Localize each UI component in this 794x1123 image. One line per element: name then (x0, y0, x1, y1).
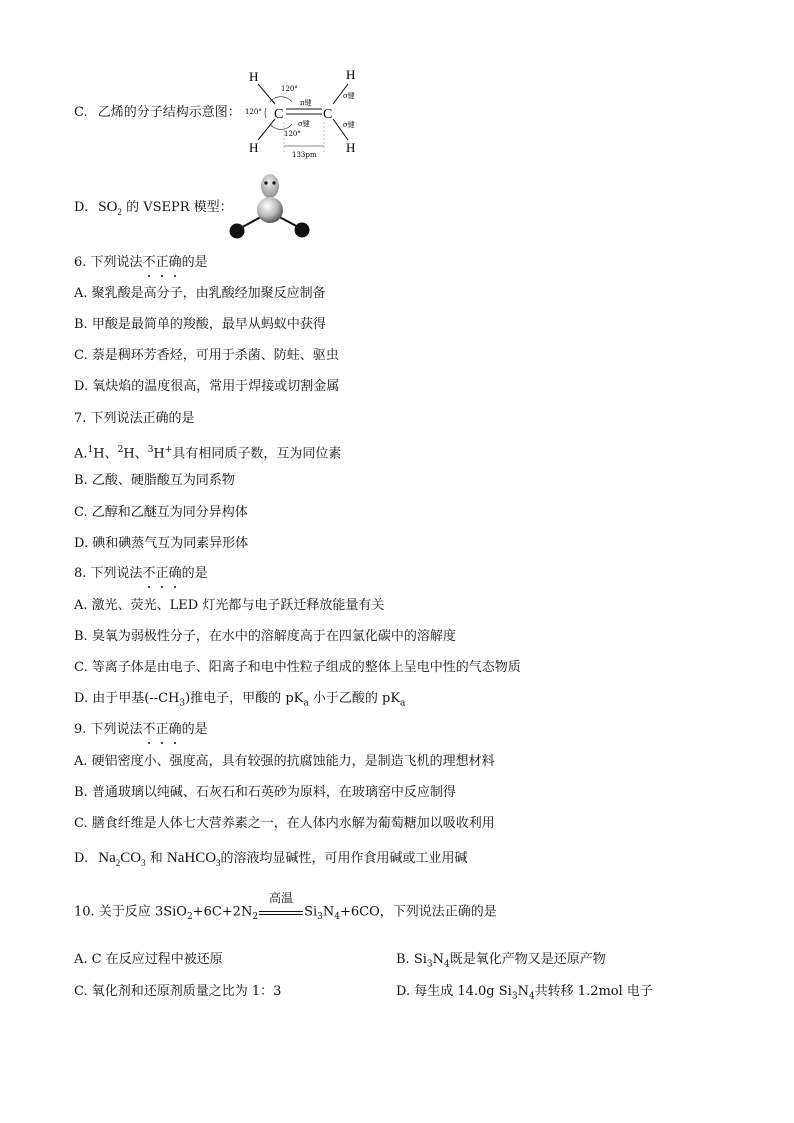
h-atom-bottom-left: H (249, 140, 259, 155)
equals-bar-1 (259, 911, 303, 912)
q9-emphasis-1: 不 (142, 722, 156, 737)
option-c-label: C. (74, 105, 88, 120)
q8-emphasis-2: 正 (155, 566, 169, 581)
q7-option-a (74, 441, 341, 463)
option-c-line (74, 104, 241, 122)
angle-arc-top (270, 97, 292, 102)
q8-emphasis-3: 确 (168, 566, 182, 581)
q9-stem-pre: 9. 下列说法 (74, 722, 143, 737)
q10-d-text: 共转移 1.2mol 电子 (534, 984, 653, 999)
angle-label-bottom: 120° (284, 130, 301, 138)
q10-d-sub-1: 3 (511, 991, 518, 1002)
q10-sub-3: 3 (317, 912, 323, 923)
option-d-label: D. (74, 200, 89, 215)
q10-d-t1: N (517, 984, 529, 999)
sigma-bond-label-cc: σ键 (298, 120, 310, 128)
nahco3-part: NaHCO (166, 850, 217, 866)
q8-option-a: A. 激光、荧光、LED 灯光都与电子跃迁释放能量有关 (74, 598, 385, 613)
so2-formula-main: SO (98, 199, 118, 215)
q10-d-sub-2: 4 (528, 991, 535, 1002)
q8-emphasis-1: 不 (142, 566, 156, 581)
na2co3-sub-2: 3 (141, 858, 146, 868)
q10-b-sub-1: 3 (426, 959, 433, 970)
q10-option-d (396, 983, 653, 1006)
pi-bond-label: π键 (300, 99, 312, 107)
q10-t1: +6C+2N (192, 904, 253, 920)
c-atom-left: C (274, 107, 284, 122)
q6-option-a: A. 聚乳酸是高分子，由乳酸经加聚反应制备 (74, 286, 326, 301)
q10-d-pre: D. 每生成 14.0g Si (396, 984, 512, 999)
q7-a-mass-3: 3 (147, 445, 154, 455)
q8-d-pre: D. 由于甲基(--CH (74, 691, 180, 706)
q6-option-b: B. 甲酸是最简单的羧酸，最早从蚂蚁中获得 (74, 317, 326, 332)
option-c-text: 乙烯的分子结构示意图： (97, 105, 241, 120)
oxygen-atom-left (230, 224, 245, 239)
q8-d-sub-1: 3 (179, 698, 186, 709)
q10-stem-pre: 10. 关于反应 3SiO (74, 904, 187, 920)
h-atom-bottom-right: H (346, 140, 356, 155)
q6-stem (74, 254, 208, 272)
c-atom-right: C (323, 107, 333, 122)
q10-b-t1: N (432, 952, 444, 967)
oxygen-atom-right (295, 223, 310, 238)
distance-label: 133pm (292, 151, 317, 159)
q8-d-mid-2: 小于乙酸的 pK (308, 691, 401, 706)
na2co3-sub-1: 2 (115, 858, 121, 868)
q7-a-mass-2: 2 (117, 445, 124, 455)
lone-pair-lobe (261, 174, 279, 198)
lone-pair-electron-2 (272, 181, 275, 184)
q10-t2: Si (304, 904, 318, 920)
q8-d-mid: )推电子，甲酸的 pK (185, 691, 304, 706)
bond-ch-1 (258, 84, 275, 104)
h-atom-top-right: H (346, 67, 356, 82)
q6-emphasis-3: 确 (168, 255, 182, 270)
q9-stem (74, 721, 208, 739)
q9-d-and: 和 (149, 851, 163, 866)
q10-sub-1: 2 (186, 912, 193, 923)
q10-t4: +6CO，下列说法正确的是 (339, 904, 497, 920)
q8-stem-post: 的是 (181, 566, 208, 581)
q6-option-d: D. 氧炔焰的温度很高，常用于焊接或切割金属 (74, 379, 340, 394)
so2-vsepr-model (226, 172, 316, 242)
q6-stem-pre: 6. 下列说法 (74, 255, 143, 270)
q10-b-sub-2: 4 (444, 959, 450, 970)
q10-b-text: 既是氧化产物又是还原产物 (449, 952, 606, 967)
so2-formula-sub: 2 (117, 207, 122, 217)
q6-stem-post: 的是 (181, 255, 208, 270)
q7-option-c: C. 乙醇和乙醚互为同分异构体 (74, 505, 248, 520)
q8-stem-pre: 8. 下列说法 (74, 566, 143, 581)
q9-emphasis-3: 确 (168, 722, 182, 737)
q7-a-sym-2: H、 (123, 446, 148, 462)
equals-bar-2 (259, 914, 303, 915)
q9-emphasis-2: 正 (155, 722, 169, 737)
sigma-bond-label-bottom: σ键 (343, 121, 355, 129)
q10-b-pre: B. Si (396, 952, 427, 967)
q9-d-text: 的溶液均显碱性，可用作食用碱或工业用碱 (220, 851, 468, 866)
q7-a-charge: + (164, 445, 173, 455)
q7-a-label: A. (74, 446, 88, 462)
reaction-condition-arrow (259, 891, 303, 921)
q7-a-sym-3: H (153, 446, 165, 462)
q6-option-c: C. 萘是稠环芳香烃，可用于杀菌、防蛀、驱虫 (74, 348, 339, 363)
q10-option-c: C. 氧化剂和还原剂质量之比为 1：3 (74, 984, 282, 999)
q9-stem-post: 的是 (181, 722, 208, 737)
q10-option-a: A. C 在反应过程中被还原 (74, 952, 223, 967)
angle-label-left: 120° (245, 108, 262, 116)
na2co3-formula (98, 850, 145, 866)
q9-option-b: B. 普通玻璃以纯碱、石灰石和石英砂为原料，在玻璃窑中反应制得 (74, 785, 456, 800)
reaction-condition-label: 高温 (269, 891, 294, 905)
q9-d-label: D. (74, 851, 89, 866)
option-d-line (74, 198, 233, 221)
sulfur-atom (257, 197, 283, 223)
ethylene-structure-diagram (240, 64, 370, 160)
q9-option-d (74, 849, 468, 872)
q8-stem (74, 565, 208, 583)
sigma-bond-label-top: σ键 (343, 92, 355, 100)
q8-option-b: B. 臭氧为弱极性分子，在水中的溶解度高于在四氯化碳中的溶解度 (74, 629, 456, 644)
q7-a-sym-1: H、 (93, 446, 118, 462)
q7-a-mass-1: 1 (87, 445, 94, 455)
q10-sub-4: 4 (334, 912, 340, 923)
q6-emphasis-1: 不 (142, 255, 156, 270)
q9-option-a: A. 硬铝密度小、强度高，具有较强的抗腐蚀能力，是制造飞机的理想材料 (74, 754, 495, 769)
bond-ch-2 (258, 119, 275, 140)
nahco3-sub: 3 (216, 858, 221, 868)
q6-emphasis-2: 正 (155, 255, 169, 270)
angle-arc-left (265, 108, 266, 118)
q7-a-text: 具有相同质子数，互为同位素 (172, 446, 342, 462)
q10-stem (74, 891, 497, 926)
q10-sub-2: 2 (252, 912, 259, 923)
na2co3-part-2: CO (120, 850, 142, 866)
so2-formula (98, 199, 122, 215)
q8-option-d (74, 690, 405, 713)
lone-pair-electron-1 (264, 181, 267, 184)
q7-stem: 7. 下列说法正确的是 (74, 411, 195, 426)
q8-option-c: C. 等离子体是由电子、阳离子和电中性粒子组成的整体上呈电中性的气态物质 (74, 660, 521, 675)
nahco3-formula (167, 850, 221, 866)
angle-label-top: 120° (281, 85, 298, 93)
q8-d-sub-3: a (400, 698, 406, 709)
q7-option-d: D. 碘和碘蒸气互为同素异形体 (74, 536, 249, 551)
option-d-text: 的 VSEPR 模型： (126, 200, 233, 215)
q7-option-b: B. 乙酸、硬脂酸互为同系物 (74, 473, 235, 488)
q9-option-c: C. 膳食纤维是人体七大营养素之一，在人体内水解为葡萄糖加以吸收利用 (74, 816, 495, 831)
angle-arc-bottom (270, 124, 292, 129)
q8-d-sub-2: a (303, 698, 309, 709)
h-atom-top-left: H (249, 69, 259, 84)
na2co3-part-1: Na (98, 850, 116, 866)
q10-option-b (396, 951, 606, 974)
q10-t3: N (322, 904, 335, 920)
